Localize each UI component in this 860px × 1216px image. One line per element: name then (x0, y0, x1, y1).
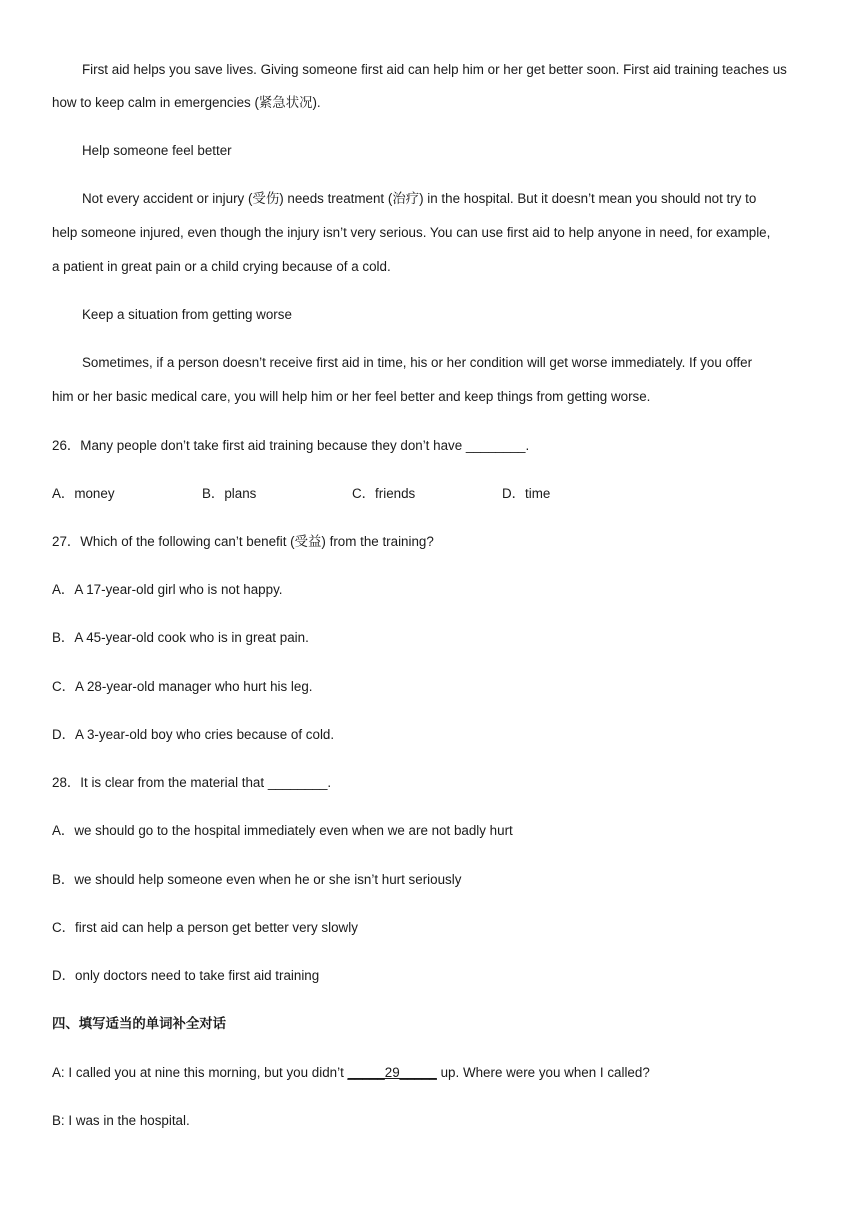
option-a: A．money (52, 486, 115, 501)
passage-line: First aid helps you save lives. Giving someone first aid can help him or her get better soon. First aid training teaches us (82, 62, 787, 77)
option-c: C．A 28-year-old manager who hurt his leg. (52, 679, 313, 694)
section-subheading: Help someone feel better (82, 143, 232, 158)
dialog-line (52, 1064, 812, 1082)
option-b: B．we should help someone even when he or she isn’t hurt seriously (52, 872, 462, 887)
question-stem: 26．Many people don’t take first aid training because they don’t have ________. (52, 438, 530, 453)
question-stem: 28．It is clear from the material that ________. (52, 775, 332, 790)
question-options (52, 485, 672, 503)
option-d: D．time (502, 486, 551, 501)
dialog-text: up. Where were you when I called? (436, 1065, 650, 1080)
option-d: D．only doctors need to take first aid training (52, 968, 320, 983)
answer-blank[interactable]: _____29_____ (347, 1065, 437, 1080)
option-c: C．first aid can help a person get better very slowly (52, 920, 358, 935)
dialog-text: A: I called you at nine this morning, but you didn’t (52, 1065, 348, 1080)
option-c: C．friends (352, 486, 416, 501)
option-a: A．A 17-year-old girl who is not happy. (52, 582, 283, 597)
section-subheading: Keep a situation from getting worse (82, 307, 292, 322)
dialog-line: B: I was in the hospital. (52, 1113, 190, 1128)
option-a: A．we should go to the hospital immediately even when we are not badly hurt (52, 823, 513, 838)
option-b: B．plans (202, 486, 257, 501)
passage-line: how to keep calm in emergencies (紧急状况). (52, 95, 321, 110)
passage-line: help someone injured, even though the injury isn’t very serious. You can use first aid to help anyone in need, for example, (52, 225, 771, 240)
option-d: D．A 3-year-old boy who cries because of cold. (52, 727, 335, 742)
option-b: B．A 45-year-old cook who is in great pain. (52, 630, 309, 645)
passage-line: him or her basic medical care, you will help him or her feel better and keep things from getting worse. (52, 389, 651, 404)
passage-line: Sometimes, if a person doesn’t receive first aid in time, his or her condition will get worse immediately. If you offer (82, 355, 753, 370)
passage-line: a patient in great pain or a child crying because of a cold. (52, 259, 391, 274)
section-heading: 四、填写适当的单词补全对话 (52, 1016, 227, 1031)
question-stem: 27．Which of the following can’t benefit (受益) from the training? (52, 534, 434, 549)
passage-line: Not every accident or injury (受伤) needs treatment (治疗) in the hospital. But it doesn’t mean you should not try to (82, 191, 757, 206)
